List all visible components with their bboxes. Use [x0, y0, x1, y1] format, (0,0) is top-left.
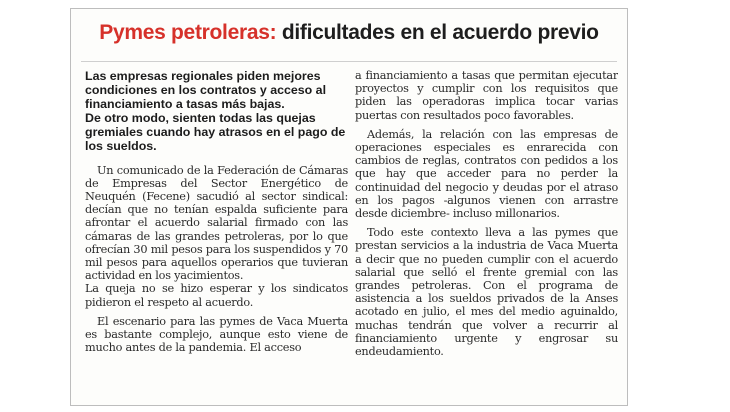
body-paragraph: La queja no se hizo esperar y los sindicatos pidieron el respeto al acuerdo.	[85, 282, 348, 309]
lead-paragraph-1: Las empresas regionales piden mejores condiciones en los contratos y acceso al financiamiento a tasas más bajas.	[85, 69, 327, 112]
newspaper-clipping	[70, 8, 628, 406]
column-left	[85, 69, 348, 403]
lead-paragraph-2: De otro modo, sienten todas las quejas gremiales cuando hay atrasos en el pago de los sueldos.	[85, 111, 346, 154]
body-paragraph: Todo este contexto lleva a las pymes que prestan servicios a la industria de Vaca Muerta a decir que no pueden cumplir con el acuerdo salarial que selló el frente gremial con las grandes petroleras. Con el programa de asistencia a los sueldos privados de la Anses acotado en julio, el mes del medio aguinaldo, muchas tendrán que volver a recurrir al financiamiento urgente y engrosar su endeudamiento.	[355, 226, 618, 359]
headline-divider	[81, 61, 617, 62]
body-paragraph: a financiamiento a tasas que permitan ejecutar proyectos y cumplir con los requisitos que piden las operadoras implica tocar varias puertas con resultados poco favorables.	[355, 69, 618, 122]
lead-summary	[85, 69, 348, 154]
body-paragraph: Un comunicado de la Federación de Cámaras de Empresas del Sector Energético de Neuquén (Fecene) sacudió al sector sindical: decían que no tenían espalda suficiente para afrontar el acuerdo salarial firmado con las cámaras de las grandes petroleras, por lo que ofrecían 30 mil pesos para los suspendidos y 70 mil pesos para aquellos operarios que tuvieran actividad en los yacimientos.	[85, 163, 348, 283]
body-left	[85, 164, 348, 355]
body-paragraph: Además, la relación con las empresas de operaciones especiales es enrarecida con cambios de reglas, contratos con pedidos a los que hay que acceder para no perder la continuidad del negocio y deudas por el atraso en los pagos -algunos vienen con arrastre desde diciembre- incluso millonarios.	[355, 127, 618, 221]
headline-highlight: Pymes petroleras:	[99, 21, 277, 44]
body-paragraph: El escenario para las pymes de Vaca Muerta es bastante complejo, aunque esto viene de mucho antes de la pandemia. El acceso	[85, 314, 348, 355]
body-right	[355, 69, 618, 358]
column-right	[355, 69, 618, 403]
headline-rest: dificultades en el acuerdo previo	[281, 21, 599, 44]
headline	[71, 21, 627, 45]
